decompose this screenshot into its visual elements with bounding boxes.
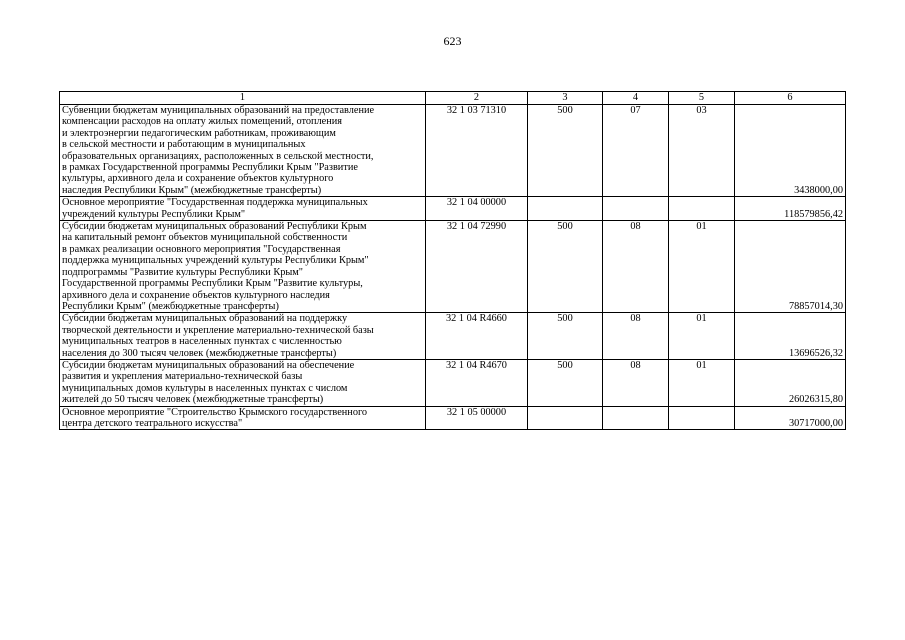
row-sum-cell: 13696526,32 bbox=[735, 313, 846, 360]
table-row bbox=[60, 105, 846, 197]
row-col5-cell bbox=[669, 197, 735, 221]
row-col5-cell: 01 bbox=[669, 313, 735, 360]
row-code-cell: 32 1 04 R4670 bbox=[426, 359, 528, 406]
row-col4-cell: 08 bbox=[603, 313, 669, 360]
table-row bbox=[60, 197, 846, 221]
row-sum-cell: 3438000,00 bbox=[735, 105, 846, 197]
row-code-cell: 32 1 04 00000 bbox=[426, 197, 528, 221]
table-header-row bbox=[60, 92, 846, 105]
row-sum-cell: 26026315,80 bbox=[735, 359, 846, 406]
row-col3-cell: 500 bbox=[528, 105, 603, 197]
row-name-cell: Основное мероприятие "Государственная поддержка муниципальных учреждений культуры Республики Крым" bbox=[60, 197, 426, 221]
row-col3-cell bbox=[528, 197, 603, 221]
row-col5-cell: 03 bbox=[669, 105, 735, 197]
header-col-2: 2 bbox=[426, 92, 528, 105]
table-row bbox=[60, 313, 846, 360]
row-sum-cell: 118579856,42 bbox=[735, 197, 846, 221]
row-col4-cell: 07 bbox=[603, 105, 669, 197]
header-col-4: 4 bbox=[603, 92, 669, 105]
row-name-cell: Субсидии бюджетам муниципальных образований на обеспечение развития и укрепления материально-технической базы муниципальных домов культуры в населенных пунктах с числом жителей до 50 тысяч человек (межбюджетные трансферты) bbox=[60, 359, 426, 406]
row-col3-cell: 500 bbox=[528, 313, 603, 360]
row-code-cell: 32 1 05 00000 bbox=[426, 406, 528, 430]
row-col3-cell: 500 bbox=[528, 221, 603, 313]
row-col4-cell bbox=[603, 197, 669, 221]
row-col5-cell: 01 bbox=[669, 221, 735, 313]
row-sum-cell: 30717000,00 bbox=[735, 406, 846, 430]
row-col5-cell bbox=[669, 406, 735, 430]
row-col3-cell bbox=[528, 406, 603, 430]
header-col-5: 5 bbox=[669, 92, 735, 105]
row-col4-cell bbox=[603, 406, 669, 430]
page-number: 623 bbox=[443, 34, 462, 48]
row-code-cell: 32 1 03 71310 bbox=[426, 105, 528, 197]
row-col4-cell: 08 bbox=[603, 221, 669, 313]
table-row bbox=[60, 406, 846, 430]
table-row bbox=[60, 221, 846, 313]
row-sum-cell: 78857014,30 bbox=[735, 221, 846, 313]
row-name-cell: Субсидии бюджетам муниципальных образований Республики Крым на капитальный ремонт объектов муниципальной собственности в рамках реализации основного мероприятия "Государственная поддержка муниципальных учреждений культуры Республики Крым" подпрограммы "Развитие культуры Республики Крым" Государственной программы Республики Крым "Развитие культуры, архивного дела и сохранение объектов культурного наследия Республики Крым" (межбюджетные трансферты) bbox=[60, 221, 426, 313]
header-col-1: 1 bbox=[60, 92, 426, 105]
row-code-cell: 32 1 04 R4660 bbox=[426, 313, 528, 360]
budget-table bbox=[59, 91, 846, 430]
row-code-cell: 32 1 04 72990 bbox=[426, 221, 528, 313]
row-col4-cell: 08 bbox=[603, 359, 669, 406]
row-col5-cell: 01 bbox=[669, 359, 735, 406]
table-row bbox=[60, 359, 846, 406]
row-col3-cell: 500 bbox=[528, 359, 603, 406]
header-col-6: 6 bbox=[735, 92, 846, 105]
row-name-cell: Субвенции бюджетам муниципальных образований на предоставление компенсации расходов на оплату жилых помещений, отопления и электроэнергии педагогическим работникам, проживающим в сельской местности и работающим в муниципальных образовательных организациях, расположенных в сельской местности, в рамках Государственной программы Республики Крым "Развитие культуры, архивного дела и сохранение объектов культурного наследия Республики Крым" (межбюджетные трансферты) bbox=[60, 105, 426, 197]
row-name-cell: Основное мероприятие "Строительство Крымского государственного центра детского театрального искусства" bbox=[60, 406, 426, 430]
header-col-3: 3 bbox=[528, 92, 603, 105]
row-name-cell: Субсидии бюджетам муниципальных образований на поддержку творческой деятельности и укрепление материально-технической базы муниципальных театров в населенных пунктах с численностью населения до 300 тысяч человек (межбюджетные трансферты) bbox=[60, 313, 426, 360]
